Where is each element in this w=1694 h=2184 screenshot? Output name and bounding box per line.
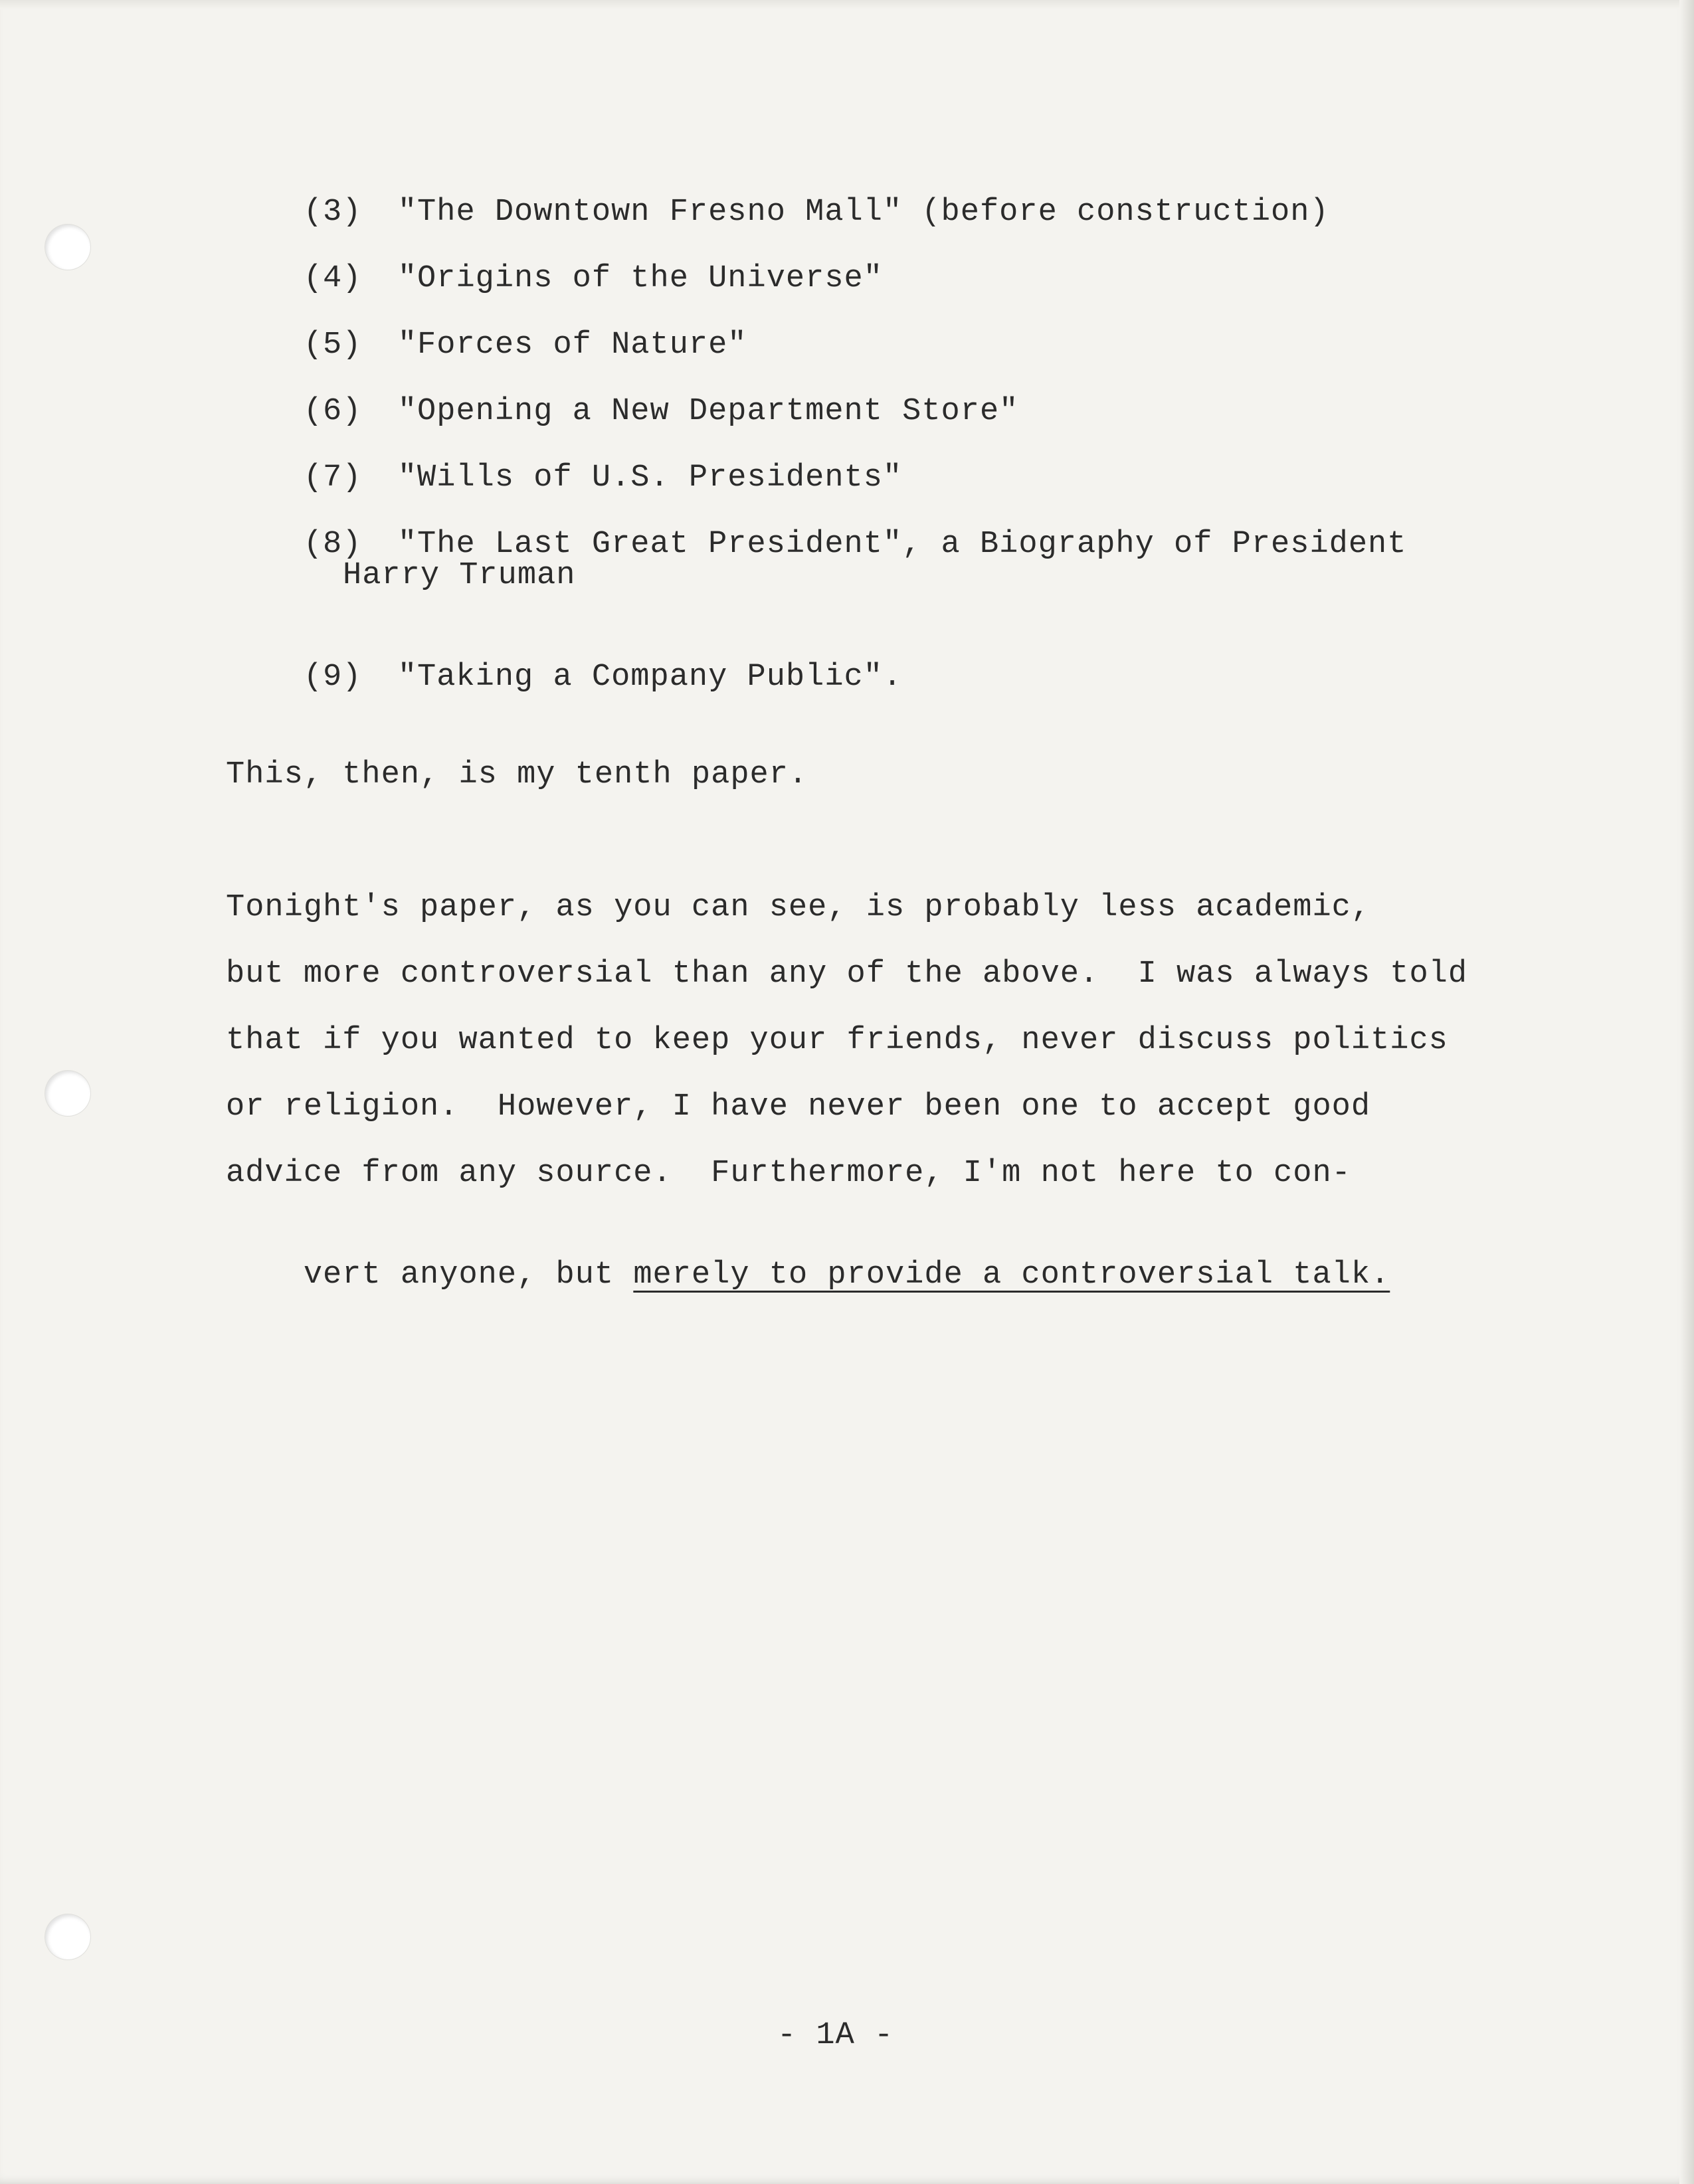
- page-number: - 1A -: [777, 2018, 894, 2053]
- list-item-text: "The Last Great President", a Biography of President: [397, 527, 1407, 562]
- list-item-continuation: Harry Truman: [343, 558, 576, 593]
- list-item-text: "The Downtown Fresno Mall" (before construction): [397, 195, 1329, 230]
- list-item-text: "Origins of the Universe": [397, 261, 883, 296]
- underlined-phrase: merely to provide a controversial talk.: [633, 1257, 1390, 1293]
- intro-paragraph: This, then, is my tenth paper.: [226, 757, 808, 792]
- list-item-text: "Opening a New Department Store": [397, 394, 1019, 429]
- list-item-text: "Taking a Company Public".: [397, 660, 903, 695]
- paragraph-line: Tonight's paper, as you can see, is probably less academic,: [226, 890, 1371, 925]
- list-item-number: (4): [303, 261, 362, 296]
- page-top-edge: [0, 0, 1694, 9]
- list-item-number: (6): [303, 394, 362, 429]
- paragraph-line: [226, 1222, 1390, 1328]
- paragraph-line-text: vert anyone, but: [303, 1257, 634, 1293]
- list-item-number: (5): [303, 327, 362, 363]
- paragraph-line: but more controversial than any of the above. I was always told: [226, 956, 1468, 992]
- paragraph-line: or religion. However, I have never been one to accept good: [226, 1089, 1371, 1125]
- list-item-number: (7): [303, 460, 362, 496]
- list-item-text: "Forces of Nature": [397, 327, 747, 363]
- punch-hole: [45, 225, 90, 270]
- paragraph-line: advice from any source. Furthermore, I'm not here to con-: [226, 1156, 1351, 1191]
- punch-hole: [45, 1071, 90, 1116]
- list-item-text: "Wills of U.S. Presidents": [397, 460, 903, 496]
- page-right-edge: [1679, 0, 1694, 2184]
- paragraph-line: that if you wanted to keep your friends, never discuss politics: [226, 1023, 1448, 1058]
- list-item-number: (3): [303, 195, 362, 230]
- punch-hole: [45, 1914, 90, 1959]
- list-item-number: (8): [303, 527, 362, 562]
- list-item: [226, 624, 902, 730]
- list-item-number: (9): [303, 660, 362, 695]
